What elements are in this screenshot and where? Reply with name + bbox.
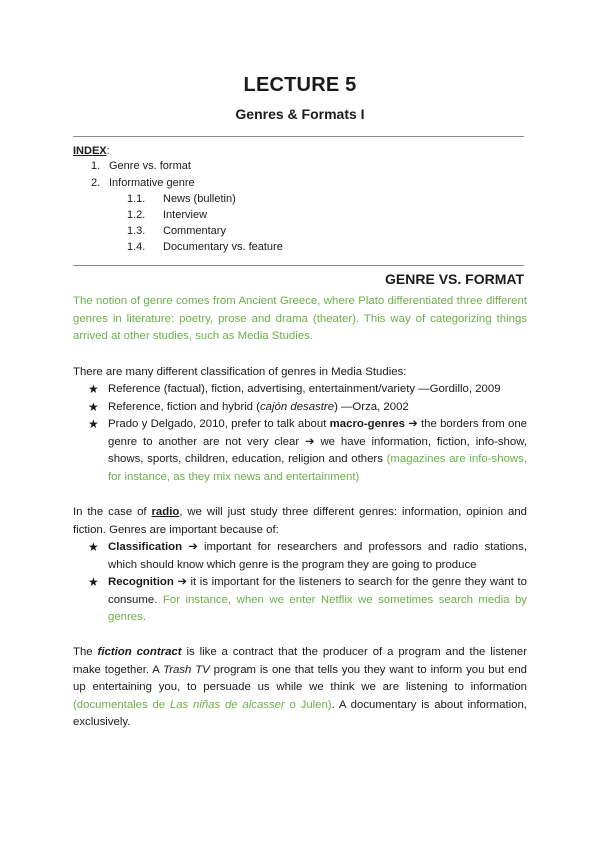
intro-paragraph: The notion of genre comes from Ancient Greece, where Plato differentiated three different genres in literature: poetry, prose and drama (theater). This way of categorizing things arrived at other studies, such as Media Studies. (73, 295, 527, 343)
index-subitem-number: 1.1. (127, 193, 146, 205)
star-bullet-icon: ★ (88, 575, 99, 590)
radio-text: , we will just study three different genres: information, opinion and fiction. Genres are important because of: (73, 506, 527, 536)
index-colon: : (106, 145, 110, 157)
fiction-text: is like a contract that the producer of a program and the listener make together. A (73, 646, 527, 676)
fiction-contract-term: fiction contract (97, 646, 182, 658)
importance-item-text: it is important for the listeners to search for the genre they want to consume. (108, 576, 527, 606)
list-item (88, 416, 527, 486)
star-bullet-icon: ★ (88, 399, 99, 414)
trash-tv-term: Trash TV (163, 663, 210, 676)
fiction-text: The (73, 646, 98, 658)
classification-item-text: ) —Orza, 2002 (334, 400, 409, 413)
index-label: INDEX (73, 145, 107, 157)
classification-list (88, 381, 527, 487)
bold-term: Classification ➔ (108, 541, 198, 553)
green-note-part: (documentales de (73, 698, 170, 711)
index-item-text: Informative genre (109, 177, 195, 189)
list-item (88, 399, 527, 417)
index-subitem-number: 1.3. (127, 225, 146, 237)
fiction-text: . A documentary is about information, exclusively. (73, 698, 527, 729)
classification-item-text: Prado y Delgado, 2010, prefer to talk about (108, 418, 330, 431)
fiction-text: program is one that tells you they want to inform you but end up entertaining you, to persuade us while we think we are listening to information (73, 663, 527, 694)
importance-list (88, 539, 527, 627)
lecture-subtitle: Genres & Formats I (235, 106, 365, 122)
section-heading: GENRE VS. FORMAT (385, 271, 524, 287)
classification-item-text: the borders from one genre to another are not very clear ➔ we have information, fiction, info-show, shows, sports, children, education, religion and others (108, 418, 527, 466)
bold-term: macro-genres ➔ (329, 418, 418, 431)
radio-text: In the case of (73, 506, 152, 518)
index-subitem-text: News (bulletin) (163, 193, 236, 205)
index-heading (73, 145, 110, 157)
star-bullet-icon: ★ (88, 540, 99, 554)
classification-item-text: Reference, fiction and hybrid ( (108, 400, 260, 413)
list-item (88, 539, 527, 574)
star-bullet-icon: ★ (88, 417, 99, 432)
star-bullet-icon: ★ (88, 382, 99, 396)
classification-item-text: Reference (factual), fiction, advertising, entertainment/variety —Gordillo, 2009 (108, 383, 501, 395)
index-item-number: 1. (91, 160, 101, 172)
index-item-number: 2. (91, 177, 101, 189)
index-item-text: Genre vs. format (109, 160, 191, 172)
index-subitem-number: 1.4. (127, 241, 146, 253)
fiction-contract-paragraph (73, 644, 527, 732)
radio-term: radio (151, 506, 180, 518)
index-subitem-text: Interview (163, 209, 208, 221)
index-divider (73, 265, 524, 266)
green-note: For instance, when we enter Netflix we sometimes search media by genres. (108, 593, 527, 624)
top-divider (73, 136, 524, 137)
classification-lead: There are many different classification of genres in Media Studies: (73, 366, 407, 378)
green-note (73, 699, 332, 711)
list-item (88, 381, 527, 399)
index-subitem-number: 1.2. (127, 209, 146, 221)
green-note: (magazines are info-shows, for instance, as they mix news and entertainment) (108, 453, 527, 483)
italic-term: cajón desastre (259, 400, 335, 413)
lecture-title: LECTURE 5 (243, 74, 357, 96)
importance-item-text: important for researchers and professors and radio stations, which should know which genre is the program they are going to produce (108, 541, 527, 571)
radio-paragraph (73, 504, 527, 539)
green-note-italic: Las niñas de alcasser (169, 698, 285, 711)
index-subitem-text: Commentary (163, 225, 226, 237)
list-item (88, 574, 527, 627)
bold-term: Recognition ➔ (108, 576, 187, 589)
green-note-part: o Julen) (284, 698, 332, 711)
index-subitem-text: Documentary vs. feature (163, 241, 283, 253)
